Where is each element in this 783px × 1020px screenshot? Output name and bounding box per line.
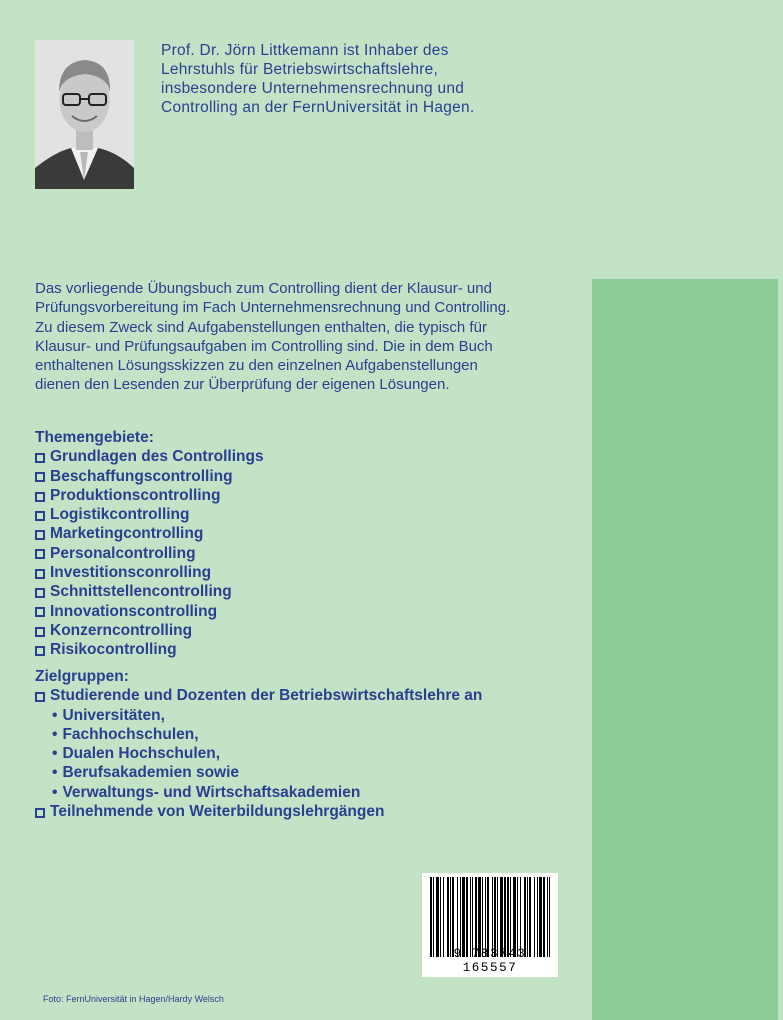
- barcode-bar: [527, 877, 528, 957]
- barcode-bar: [524, 877, 526, 957]
- ziel-subitem: [35, 744, 482, 763]
- barcode-bar: [547, 877, 548, 957]
- barcode-bar: [507, 877, 509, 957]
- themen-item-label: Investitionsconrolling: [50, 564, 212, 582]
- barcode-bar: [433, 877, 434, 957]
- green-stripe: [592, 279, 778, 1020]
- themen-item-label: Innovationscontrolling: [50, 602, 218, 620]
- bullet-dot-icon: •: [52, 764, 58, 782]
- bio-line: Controlling an der FernUniversität in Hagen.: [161, 99, 475, 116]
- square-bullet-icon: [35, 627, 45, 637]
- barcode-bar: [462, 877, 465, 957]
- intro-line: Zu diesem Zweck sind Aufgabenstellungen enthalten, die typisch für: [35, 318, 487, 336]
- barcode-bar: [436, 877, 439, 957]
- barcode-bar: [529, 877, 531, 957]
- ziel-subitem: [35, 763, 482, 782]
- themen-item: [35, 602, 264, 621]
- themen-item-label: Marketingcontrolling: [50, 525, 204, 543]
- themen-item-label: Risikocontrolling: [50, 641, 177, 659]
- barcode-bar: [443, 877, 444, 957]
- intro-line: Prüfungsvorbereitung im Fach Unternehmensrechnung und Controlling.: [35, 299, 511, 317]
- bio-line: Prof. Dr. Jörn Littkemann ist Inhaber des: [161, 42, 449, 59]
- square-bullet-icon: [35, 453, 45, 463]
- intro-line: dienen den Lesenden zur Überprüfung der eigenen Lösungen.: [35, 376, 450, 394]
- barcode-bar: [504, 877, 506, 957]
- barcode-bar: [520, 877, 521, 957]
- themen-heading: Themengebiete:: [35, 429, 154, 446]
- barcode-bar: [543, 877, 545, 957]
- barcode-bar: [534, 877, 535, 957]
- square-bullet-icon: [35, 472, 45, 482]
- ziel-subitem-label: Universitäten,: [62, 706, 165, 724]
- barcode-bar: [475, 877, 477, 957]
- ziel-item: [35, 686, 482, 705]
- ziel-subitem-label: Dualen Hochschulen,: [62, 745, 221, 763]
- bullet-dot-icon: •: [52, 706, 58, 724]
- ziel-item: [35, 802, 482, 821]
- barcode-bar: [497, 877, 498, 957]
- square-bullet-icon: [35, 588, 45, 598]
- themen-item-label: Grundlagen des Controllings: [50, 448, 264, 466]
- ziel-item-label: Teilnehmende von Weiterbildungslehrgängen: [50, 803, 385, 821]
- barcode-bar: [460, 877, 461, 957]
- ziel-subitem-label: Fachhochschulen,: [62, 725, 199, 743]
- author-photo: [35, 40, 134, 189]
- themen-item: [35, 640, 264, 659]
- barcode-bar: [466, 877, 468, 957]
- square-bullet-icon: [35, 530, 45, 540]
- square-bullet-icon: [35, 808, 45, 818]
- intro-line: Klausur- und Prüfungsaufgaben im Controlling sind. Die in dem Buch: [35, 337, 493, 355]
- themen-item: [35, 467, 264, 486]
- bullet-dot-icon: •: [52, 783, 58, 801]
- barcode-bar: [517, 877, 518, 957]
- bio-line: Lehrstuhls für Betriebswirtschaftslehre,: [161, 61, 439, 78]
- barcode-bar: [513, 877, 516, 957]
- themen-item: [35, 621, 264, 640]
- barcode-bar: [494, 877, 496, 957]
- barcode-bar: [539, 877, 542, 957]
- bio-line: insbesondere Unternehmensrechnung und: [161, 80, 465, 97]
- barcode-bar: [500, 877, 503, 957]
- barcode-bar: [549, 877, 550, 957]
- bullet-dot-icon: •: [52, 745, 58, 763]
- barcode-bar: [440, 877, 441, 957]
- barcode-bar: [478, 877, 481, 957]
- photo-credit: Foto: FernUniversität in Hagen/Hardy Welsch: [43, 994, 224, 1004]
- themen-item: [35, 563, 264, 582]
- intro-paragraph: [35, 279, 585, 395]
- square-bullet-icon: [35, 549, 45, 559]
- barcode-bar: [430, 877, 432, 957]
- square-bullet-icon: [35, 511, 45, 521]
- themen-item: [35, 486, 264, 505]
- ziel-subitem: [35, 783, 482, 802]
- barcode-bar: [485, 877, 486, 957]
- barcode-bar: [510, 877, 511, 957]
- ziel-subitem-label: Berufsakademien sowie: [62, 764, 240, 782]
- barcode-bars: [428, 877, 552, 957]
- isbn-barcode: [422, 873, 558, 977]
- barcode-bar: [482, 877, 483, 957]
- themen-item: [35, 524, 264, 543]
- themen-item-label: Personalcontrolling: [50, 544, 196, 562]
- square-bullet-icon: [35, 646, 45, 656]
- barcode-bar: [457, 877, 458, 957]
- barcode-bar: [492, 877, 493, 957]
- themen-item: [35, 505, 264, 524]
- barcode-bar: [447, 877, 449, 957]
- barcode-bar: [472, 877, 473, 957]
- barcode-bar: [487, 877, 489, 957]
- ziel-heading: Zielgruppen:: [35, 668, 129, 685]
- themen-item-label: Produktionscontrolling: [50, 486, 221, 504]
- barcode-number: 9 783743 165557: [453, 947, 527, 975]
- barcode-bar: [452, 877, 454, 957]
- ziel-section: [35, 667, 482, 821]
- intro-line: enthaltenen Lösungsskizzen zu den einzelnen Aufgabenstellungen: [35, 357, 478, 375]
- themen-item-label: Logistikcontrolling: [50, 506, 190, 524]
- barcode-bar: [470, 877, 471, 957]
- themen-item: [35, 544, 264, 563]
- ziel-subitem-label: Verwaltungs- und Wirtschaftsakademien: [62, 783, 361, 801]
- ziel-item-label: Studierende und Dozenten der Betriebswirtschaftslehre an: [50, 687, 483, 705]
- bullet-dot-icon: •: [52, 725, 58, 743]
- themen-item: [35, 582, 264, 601]
- square-bullet-icon: [35, 569, 45, 579]
- square-bullet-icon: [35, 692, 45, 702]
- themen-item-label: Beschaffungscontrolling: [50, 467, 233, 485]
- author-bio: [161, 41, 491, 117]
- intro-line: Das vorliegende Übungsbuch zum Controlling dient der Klausur- und: [35, 280, 492, 297]
- square-bullet-icon: [35, 492, 45, 502]
- themen-item: [35, 447, 264, 466]
- ziel-subitem: [35, 706, 482, 725]
- ziel-subitem: [35, 725, 482, 744]
- barcode-bar: [537, 877, 538, 957]
- themen-item-label: Konzerncontrolling: [50, 621, 193, 639]
- square-bullet-icon: [35, 607, 45, 617]
- themen-section: [35, 428, 264, 660]
- barcode-bar: [450, 877, 451, 957]
- themen-item-label: Schnittstellencontrolling: [50, 583, 232, 601]
